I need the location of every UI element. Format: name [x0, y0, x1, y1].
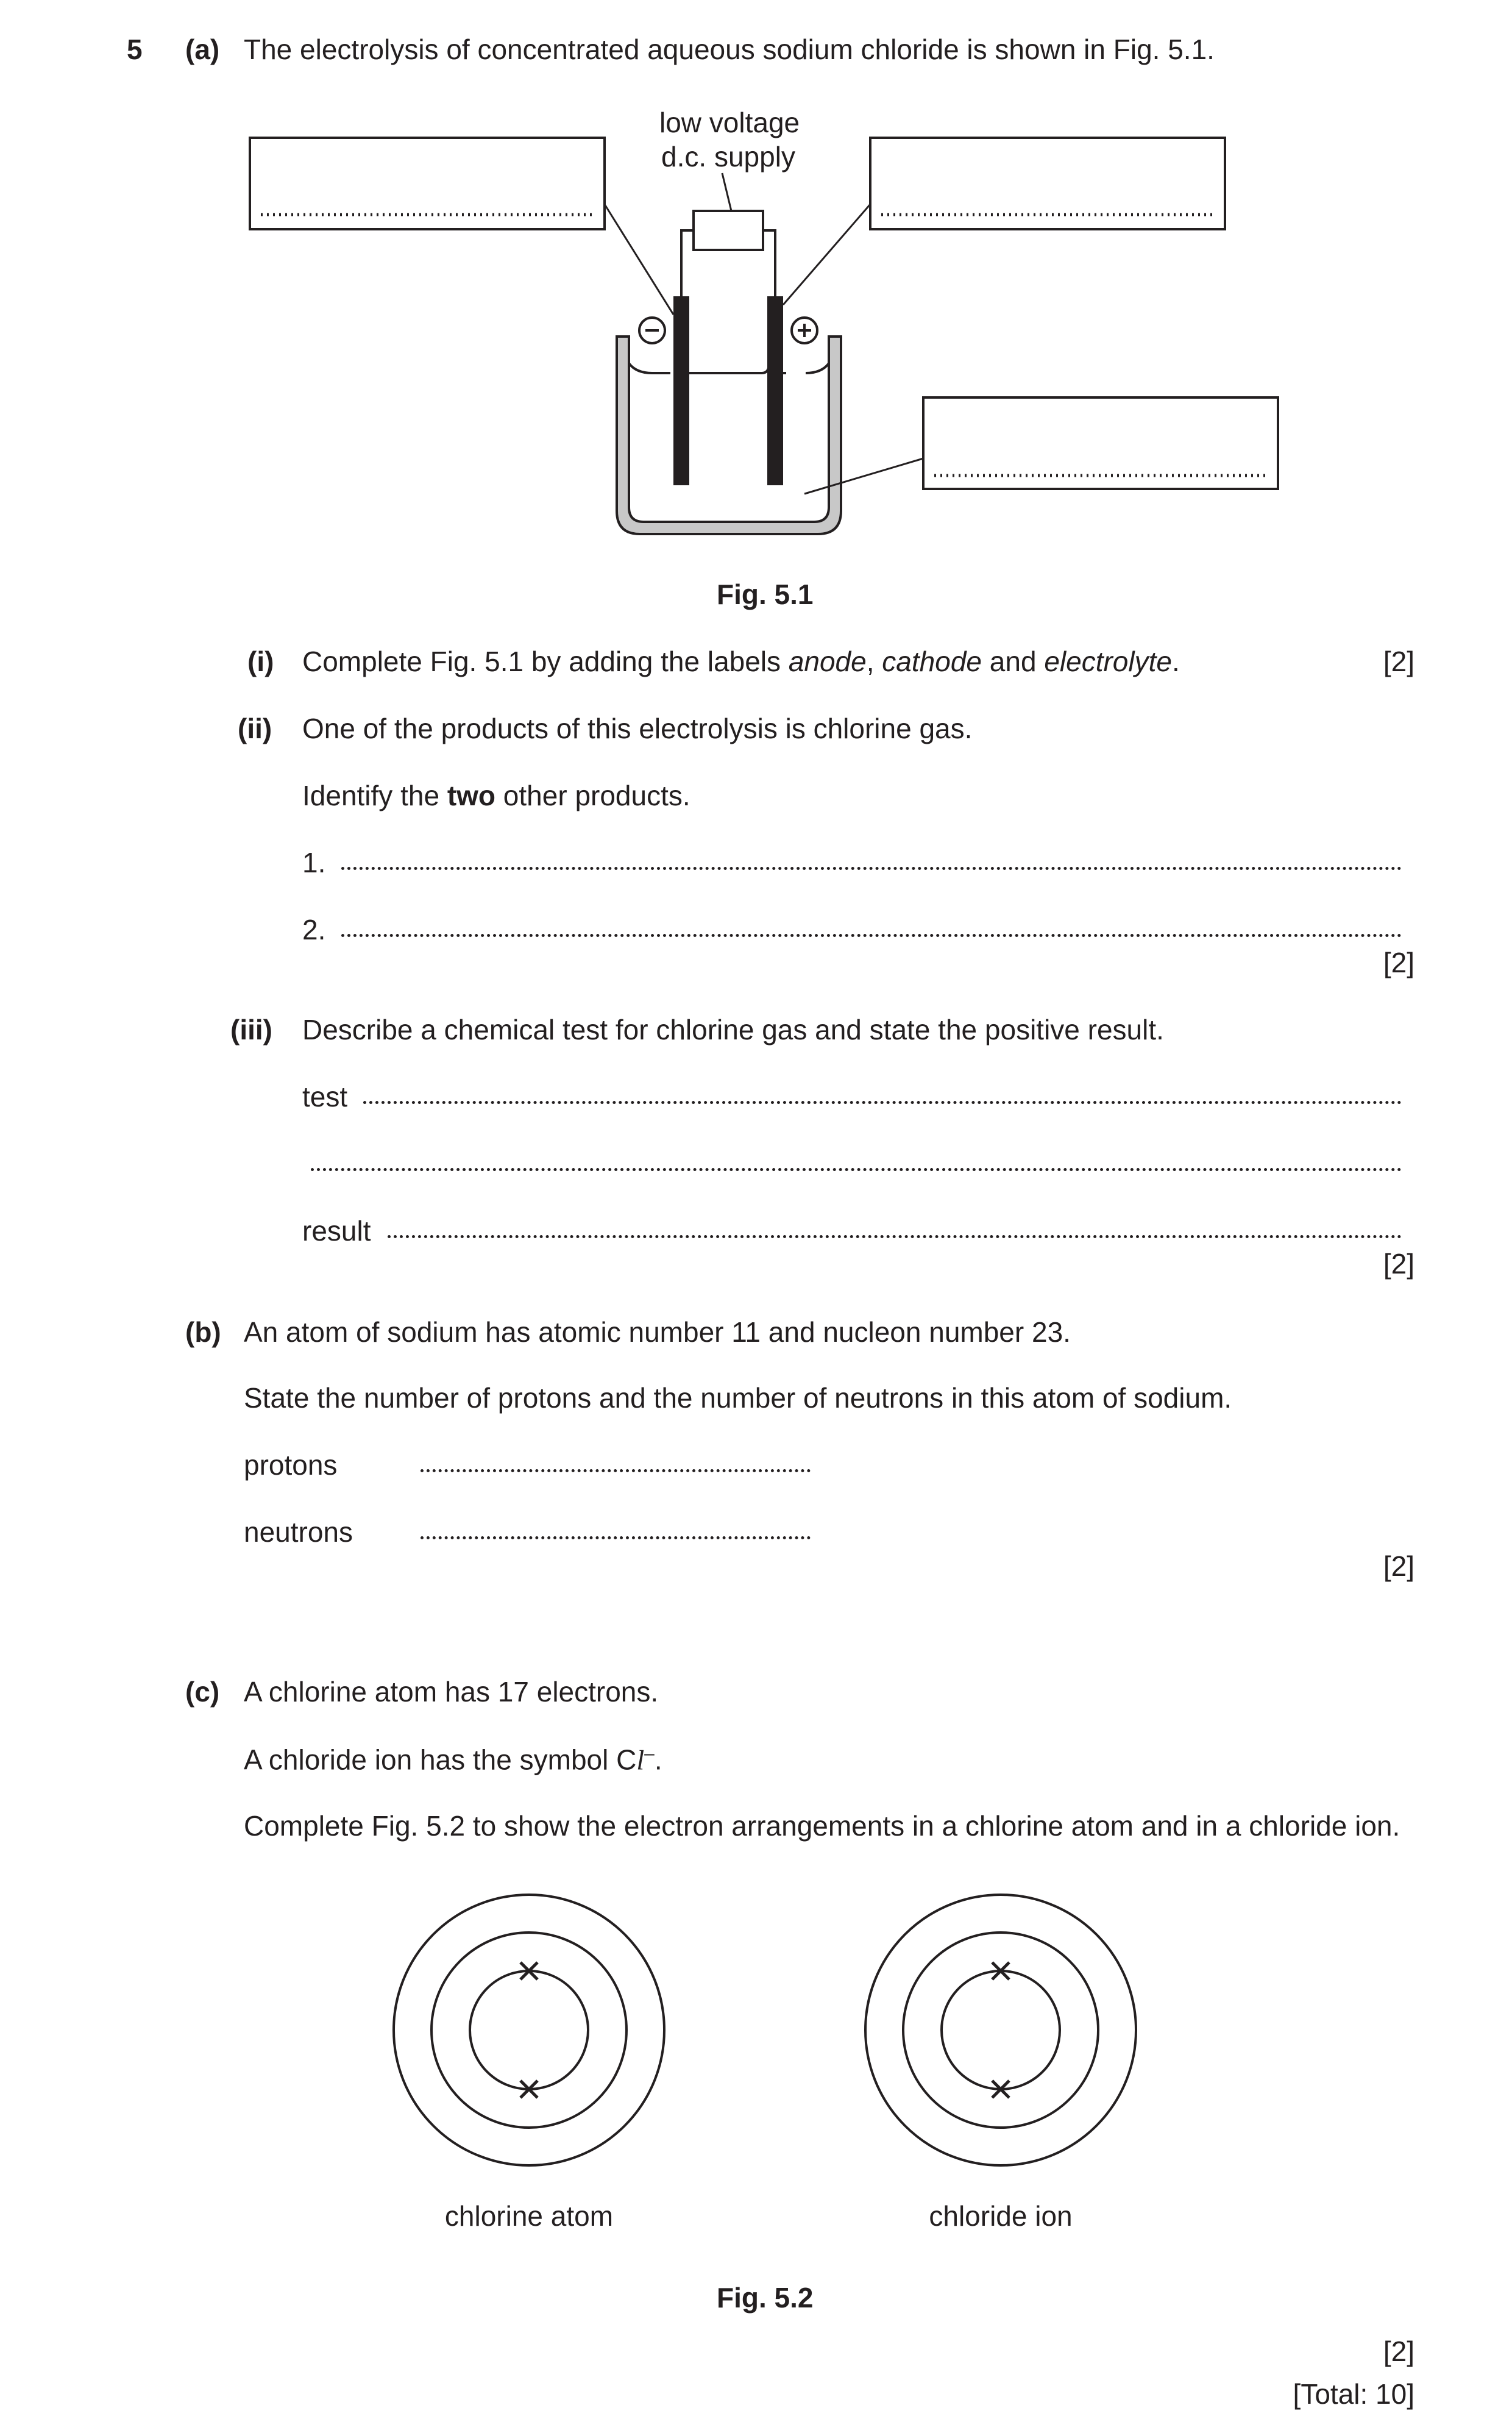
answer-line-neutrons[interactable]	[421, 1536, 811, 1539]
atom-shell-1	[470, 1971, 588, 2089]
supply-label-line1: low voltage	[659, 107, 800, 138]
test-label: test	[302, 1081, 348, 1113]
beaker	[617, 337, 841, 534]
answer-line-protons[interactable]	[421, 1469, 811, 1472]
part-c-text: A chlorine atom has 17 electrons.	[244, 1676, 659, 1708]
total-marks: [Total: 10]	[1293, 2378, 1414, 2410]
answer-line-product-1[interactable]	[341, 867, 1402, 870]
symbol-end: .	[654, 1744, 662, 1776]
question-number: 5	[127, 34, 143, 65]
neutrons-label: neutrons	[244, 1516, 353, 1548]
part-a-ii-marks: [2]	[1383, 947, 1414, 978]
part-c-marks: [2]	[1383, 2335, 1414, 2367]
part-a-iii-label: (iii)	[230, 1014, 272, 1046]
atom-shell-3	[394, 1895, 664, 2165]
part-a-intro: The electrolysis of concentrated aqueous sodium chloride is shown in Fig. 5.1.	[244, 34, 1215, 65]
answer-line-result[interactable]	[388, 1235, 1402, 1238]
atom-shell-2	[431, 1933, 626, 2128]
part-a-ii-label: (ii)	[238, 713, 272, 744]
part-a-i-marks: [2]	[1383, 646, 1414, 677]
answer-2-label: 2.	[302, 914, 326, 946]
answer-1-label: 1.	[302, 847, 326, 878]
i-sep2: and	[982, 646, 1045, 677]
leader-line-electrolyte	[804, 458, 923, 494]
ion-shell-3	[865, 1895, 1136, 2165]
part-a-i-text	[302, 647, 1180, 675]
part-a-label: (a)	[185, 34, 220, 65]
ion-shell-1	[942, 1971, 1060, 2089]
symbol-start: A chloride ion has the symbol C	[244, 1744, 637, 1776]
ii-prompt-end: other products.	[495, 780, 690, 811]
leader-line-anode	[783, 204, 870, 305]
chloride-ion-label: chloride ion	[929, 2200, 1073, 2232]
i-end: .	[1171, 646, 1180, 677]
cathode-electrode	[673, 296, 689, 485]
part-b-marks: [2]	[1383, 1550, 1414, 1582]
part-a-iii-text: Describe a chemical test for chlorine gas and state the positive result.	[302, 1014, 1164, 1046]
term-electrolyte: electrolyte	[1044, 646, 1172, 677]
electrolyte-surface	[629, 363, 829, 373]
fig-5-2-caption: Fig. 5.2	[717, 2282, 814, 2314]
part-b-prompt: State the number of protons and the number of neutrons in this atom of sodium.	[244, 1382, 1232, 1414]
part-a-ii-text: One of the products of this electrolysis is chlorine gas.	[302, 713, 973, 744]
anode-electrode	[767, 296, 783, 485]
result-label: result	[302, 1215, 371, 1247]
symbol-l: l	[636, 1744, 645, 1776]
part-c-prompt: Complete Fig. 5.2 to show the electron arrangements in a chlorine atom and in a chloride ion.	[244, 1810, 1400, 1842]
term-cathode: cathode	[882, 646, 982, 677]
part-a-iii-marks: [2]	[1383, 1248, 1414, 1280]
fig-5-1-caption: Fig. 5.1	[717, 579, 814, 610]
ii-prompt-bold: two	[447, 780, 496, 811]
answer-line-product-2[interactable]	[341, 934, 1402, 937]
chlorine-atom-label: chlorine atom	[444, 2200, 614, 2232]
part-a-i-label: (i)	[247, 646, 274, 677]
ion-shell-2	[903, 1933, 1098, 2128]
supply-label-line2: d.c. supply	[661, 141, 795, 173]
part-b-label: (b)	[185, 1316, 221, 1348]
supply-pointer	[722, 173, 731, 211]
term-anode: anode	[788, 646, 867, 677]
leader-line-cathode	[605, 204, 673, 315]
part-c-label: (c)	[185, 1676, 220, 1708]
part-b-text: An atom of sodium has atomic number 11 and nucleon number 23.	[244, 1316, 1071, 1348]
ii-prompt-start: Identify the	[302, 780, 447, 811]
protons-label: protons	[244, 1449, 338, 1481]
answer-line-test-2[interactable]	[311, 1168, 1402, 1171]
answer-line-test-1[interactable]	[363, 1101, 1402, 1104]
part-a-ii-prompt	[302, 782, 690, 810]
part-c-symbol-line	[244, 1745, 662, 1774]
i-text-start: Complete Fig. 5.1 by adding the labels	[302, 646, 789, 677]
symbol-superscript: –	[644, 1744, 655, 1764]
wire-cathode	[681, 230, 694, 296]
dc-supply-box	[694, 211, 763, 250]
i-sep1: ,	[866, 646, 882, 677]
wire-anode	[763, 230, 775, 296]
